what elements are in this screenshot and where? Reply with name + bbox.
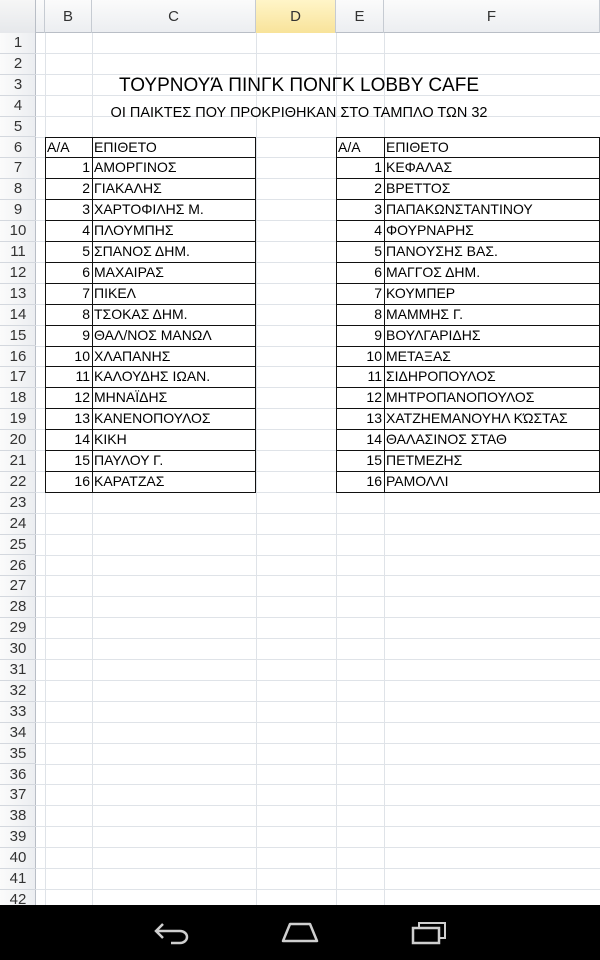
surname-cell[interactable]: ΧΑΤΖΗΕΜΑΝΟΥΗΛ ΚΏΣΤΑΣ (386, 410, 568, 427)
surname-cell[interactable]: ΜΗΤΡΟΠΑΝΟΠΟΥΛΟΣ (386, 389, 535, 406)
recents-icon (411, 921, 447, 945)
row-number-cell[interactable]: 2 (82, 180, 90, 197)
row-header[interactable]: 23 (0, 493, 36, 514)
row-header[interactable]: 21 (0, 451, 36, 472)
column-header-d[interactable]: D (256, 0, 336, 33)
row-header[interactable]: 8 (0, 179, 36, 200)
table-row-line (45, 408, 255, 409)
row-header[interactable]: 31 (0, 660, 36, 681)
row-header[interactable]: 37 (0, 785, 36, 806)
row-header[interactable]: 29 (0, 618, 36, 639)
grid-hline (0, 826, 600, 827)
grid-hline (0, 575, 600, 576)
row-number-cell[interactable]: 7 (374, 284, 382, 301)
surname-cell[interactable]: ΒΟΥΛΓΑΡΙΔΗΣ (386, 326, 481, 343)
table-row-line (45, 262, 255, 263)
table-row-line (45, 199, 255, 200)
table-row-line (336, 471, 599, 472)
row-header[interactable]: 26 (0, 556, 36, 577)
row-header[interactable]: 27 (0, 576, 36, 597)
grid-hline (0, 555, 600, 556)
column-header-a[interactable] (36, 0, 45, 33)
row-number-cell[interactable]: 9 (374, 326, 382, 343)
row-number-cell[interactable]: 15 (366, 452, 382, 468)
surname-cell[interactable]: ΜΗΝΑΪΔΗΣ (94, 389, 168, 406)
table-row-line (336, 199, 599, 200)
table-row-line (336, 366, 599, 367)
table-row-line (45, 429, 255, 430)
grid-hline (0, 680, 600, 681)
table-row-line (45, 304, 255, 305)
row-header[interactable]: 33 (0, 702, 36, 723)
surname-cell[interactable]: ΠΙΚΕΛ (94, 284, 137, 301)
surname-cell[interactable]: ΠΑΝΟΥΣΗΣ ΒΑΣ. (386, 243, 498, 259)
table-row-line (45, 283, 255, 284)
surname-cell[interactable]: ΠΛΟΥΜΠΗΣ (94, 222, 174, 239)
table-row-line (336, 241, 599, 242)
table-row-line (45, 178, 255, 179)
row-number-cell[interactable]: 6 (374, 263, 382, 280)
back-icon (153, 921, 191, 945)
surname-cell[interactable]: ΜΑΧΑΙΡΑΣ (94, 263, 164, 280)
column-header-e[interactable]: E (336, 0, 384, 33)
grid-hline (0, 722, 600, 723)
table-row-line (336, 408, 599, 409)
column-header-bar (0, 0, 600, 33)
row-header[interactable]: 38 (0, 806, 36, 827)
row-header[interactable]: 20 (0, 430, 36, 451)
row-number-cell[interactable]: 14 (74, 431, 90, 448)
row-number-cell[interactable]: 11 (367, 368, 382, 385)
surname-cell[interactable]: ΓΙΑΚΑΛΗΣ (94, 180, 162, 197)
row-number-cell[interactable]: 9 (82, 326, 90, 343)
row-header[interactable]: 41 (0, 869, 36, 890)
grid-hline (0, 513, 600, 514)
surname-cell[interactable]: ΠΑΥΛΟΥ Γ. (94, 452, 164, 468)
row-number-cell[interactable]: 5 (374, 243, 382, 259)
table-divider (384, 137, 385, 492)
row-number-cell[interactable]: 12 (74, 389, 90, 406)
grid-hline (0, 638, 600, 639)
row-number-cell[interactable]: 3 (374, 201, 382, 218)
row-number-cell[interactable]: 16 (366, 472, 382, 489)
row-number-cell[interactable]: 11 (75, 368, 90, 385)
row-number-cell[interactable]: 13 (366, 410, 382, 427)
row-header[interactable]: 22 (0, 472, 36, 493)
sheet-title[interactable]: ΤΟΥΡΝΟΥΆ ΠΙΝΓΚ ΠΟΝΓΚ LOBBY CAFE (118, 75, 480, 96)
grid-hline (0, 743, 600, 744)
table-row-line (336, 304, 599, 305)
grid-hline (0, 492, 600, 493)
row-header[interactable]: 25 (0, 535, 36, 556)
surname-cell[interactable]: ΣΠΑΝΟΣ ΔΗΜ. (94, 243, 190, 259)
surname-cell[interactable]: ΚΟΥΜΠΕΡ (386, 284, 456, 301)
table-row-line (336, 178, 599, 179)
android-navigation-bar (0, 905, 600, 960)
surname-cell[interactable]: ΣΙΔΗΡΟΠΟΥΛΟΣ (386, 368, 496, 385)
table-row-line (336, 220, 599, 221)
column-header-f[interactable]: F (384, 0, 600, 33)
grid-hline (0, 701, 600, 702)
grid-hline (0, 596, 600, 597)
row-header[interactable]: 12 (0, 263, 36, 284)
header-cell-number[interactable]: Α/Α (47, 138, 70, 155)
table-row-line (336, 346, 599, 347)
row-header[interactable]: 18 (0, 388, 36, 409)
home-button[interactable] (260, 905, 340, 960)
row-header[interactable]: 7 (0, 158, 36, 179)
row-number-cell[interactable]: 4 (82, 222, 90, 239)
row-header[interactable]: 10 (0, 221, 36, 242)
table-row-line (336, 262, 599, 263)
row-header[interactable]: 39 (0, 827, 36, 848)
grid-hline (0, 53, 600, 54)
grid-hline (0, 617, 600, 618)
row-header[interactable]: 42 (0, 890, 36, 905)
row-number-cell[interactable]: 1 (374, 159, 382, 176)
table-row-line (336, 325, 599, 326)
table-row-line (45, 471, 255, 472)
surname-cell[interactable]: ΒΡΕΤΤΟΣ (386, 180, 451, 197)
row-number-cell[interactable]: 8 (82, 305, 90, 322)
table-row-line (336, 387, 599, 388)
back-button[interactable] (132, 905, 212, 960)
surname-cell[interactable]: ΚΙΚΗ (94, 431, 127, 448)
surname-cell[interactable]: ΜΑΓΓΟΣ ΔΗΜ. (386, 263, 481, 280)
column-header-b[interactable]: B (45, 0, 92, 33)
table-row-line (45, 366, 255, 367)
row-header[interactable]: 16 (0, 347, 36, 368)
row-header[interactable]: 30 (0, 639, 36, 660)
table-row-line (45, 387, 255, 388)
column-header-c[interactable]: C (92, 0, 256, 33)
header-cell-surname[interactable]: ΕΠΙΘΕΤΟ (386, 138, 449, 155)
row-number-cell[interactable]: 12 (366, 389, 382, 406)
row-header[interactable]: 15 (0, 326, 36, 347)
row-number-cell[interactable]: 16 (74, 472, 90, 489)
surname-cell[interactable]: ΤΣΟΚΑΣ ΔΗΜ. (94, 305, 188, 322)
row-number-cell[interactable]: 10 (74, 347, 90, 364)
table-row-line (45, 241, 255, 242)
table-row-line (336, 157, 599, 158)
row-number-cell[interactable]: 8 (374, 305, 382, 322)
row-number-cell[interactable]: 14 (366, 431, 382, 448)
grid-hline (0, 847, 600, 848)
row-number-cell[interactable]: 5 (82, 243, 90, 259)
grid-hline (0, 805, 600, 806)
select-all-corner[interactable] (0, 0, 36, 33)
recents-button[interactable] (389, 905, 469, 960)
row-header[interactable]: 17 (0, 367, 36, 388)
row-header[interactable]: 28 (0, 597, 36, 618)
surname-cell[interactable]: ΧΑΡΤΟΦΙΛΗΣ Μ. (94, 201, 204, 218)
grid-hline (0, 784, 600, 785)
surname-cell[interactable]: ΘΑΛΑΣΙΝΟΣ ΣΤΑΘ (386, 431, 507, 448)
grid-hline (0, 889, 600, 890)
row-header[interactable]: 3 (0, 75, 36, 96)
table-row-line (45, 450, 255, 451)
surname-cell[interactable]: ΜΕΤΑΞΑΣ (386, 347, 451, 364)
table-row-line (336, 283, 599, 284)
surname-cell[interactable]: ΦΟΥΡΝΑΡΗΣ (386, 222, 474, 239)
table-row-line (45, 325, 255, 326)
row-header[interactable]: 35 (0, 744, 36, 765)
surname-cell[interactable]: ΠΑΠΑΚΩΝΣΤΑΝΤΙΝΟΥ (386, 201, 533, 218)
table-divider (92, 137, 93, 492)
row-number-cell[interactable]: 2 (374, 180, 382, 197)
row-header-bar (0, 33, 36, 905)
row-number-cell[interactable]: 15 (74, 452, 90, 468)
surname-cell[interactable]: ΚΑΝΕΝΟΠΟΥΛΟΣ (94, 410, 211, 427)
row-header[interactable]: 24 (0, 514, 36, 535)
row-header[interactable]: 36 (0, 765, 36, 786)
row-header[interactable]: 13 (0, 284, 36, 305)
row-header[interactable]: 40 (0, 848, 36, 869)
grid-hline (0, 868, 600, 869)
grid-hline (0, 534, 600, 535)
row-header[interactable]: 32 (0, 681, 36, 702)
row-number-cell[interactable]: 13 (74, 410, 90, 427)
surname-cell[interactable]: ΚΕΦΑΛΑΣ (386, 159, 453, 176)
surname-cell[interactable]: ΘΑΛ/ΝΟΣ ΜΑΝΩΛ (94, 326, 212, 343)
surname-cell[interactable]: ΚΑΡΑΤΖΑΣ (94, 472, 165, 489)
row-number-cell[interactable]: 10 (366, 347, 382, 364)
row-header[interactable]: 4 (0, 96, 36, 117)
table-row-line (336, 450, 599, 451)
surname-cell[interactable]: ΡΑΜΟΛΛΙ (386, 472, 449, 489)
grid-hline (0, 764, 600, 765)
table-row-line (45, 157, 255, 158)
surname-cell[interactable]: ΚΑΛΟΥΔΗΣ ΙΩΑΝ. (94, 368, 211, 385)
home-icon (280, 922, 320, 944)
surname-cell[interactable]: ΜΑΜΜΗΣ Γ. (386, 305, 464, 322)
grid-hline (0, 659, 600, 660)
surname-cell[interactable]: ΧΛΑΠΑΝΗΣ (94, 347, 171, 364)
row-header[interactable]: 5 (0, 117, 36, 138)
row-number-cell[interactable]: 7 (82, 284, 90, 301)
row-header[interactable]: 1 (0, 33, 36, 54)
row-header[interactable]: 6 (0, 138, 36, 159)
table-row-line (45, 220, 255, 221)
header-cell-surname[interactable]: ΕΠΙΘΕΤΟ (94, 138, 157, 155)
table-row-line (336, 429, 599, 430)
table-row-line (45, 346, 255, 347)
surname-cell[interactable]: ΠΕΤΜΕΖΗΣ (386, 452, 463, 468)
row-number-cell[interactable]: 6 (82, 263, 90, 280)
row-header[interactable]: 2 (0, 54, 36, 75)
row-header[interactable]: 34 (0, 723, 36, 744)
row-number-cell[interactable]: 4 (374, 222, 382, 239)
row-number-cell[interactable]: 1 (82, 159, 90, 176)
surname-cell[interactable]: ΑΜΟΡΓΙΝΟΣ (94, 159, 177, 176)
row-header[interactable]: 14 (0, 305, 36, 326)
row-header[interactable]: 19 (0, 409, 36, 430)
row-header[interactable]: 11 (0, 242, 36, 263)
header-cell-number[interactable]: Α/Α (338, 138, 361, 155)
row-header[interactable]: 9 (0, 200, 36, 221)
sheet-subtitle[interactable]: ΟΙ ΠΑΙΚΤΕΣ ΠΟΥ ΠΡΟΚΡΙΘΗΚΑΝ ΣΤΟ ΤΑΜΠΛΟ ΤΩΝ 32 (110, 105, 488, 121)
row-number-cell[interactable]: 3 (82, 201, 90, 218)
